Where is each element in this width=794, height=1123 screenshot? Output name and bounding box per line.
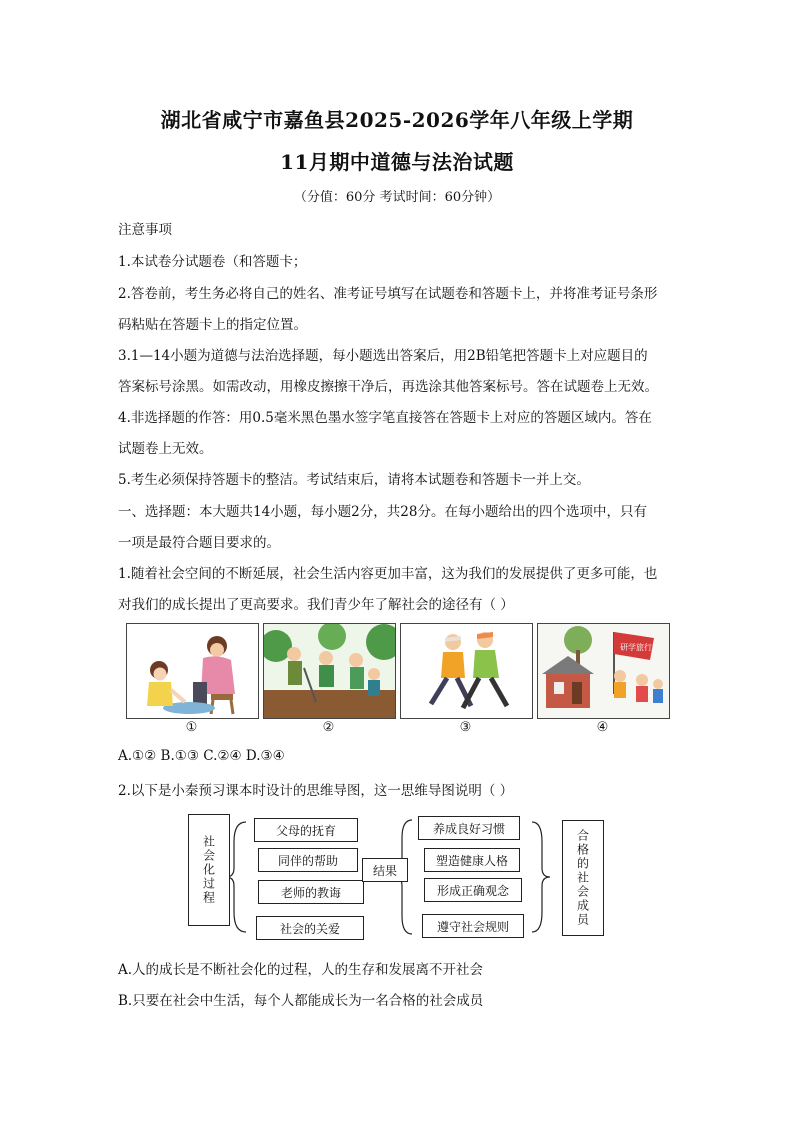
q2-option-b: B.只要在社会中生活，每个人都能成长为一名合格的社会成员	[118, 993, 484, 1009]
mind-map-result-1: 养成良好习惯	[418, 816, 520, 840]
q1-picture-strip	[126, 623, 670, 719]
exam-title-line1: 湖北省咸宁市嘉鱼县2025-2026学年八年级上学期	[160, 108, 634, 132]
q2-stem: 2.以下是小秦预习课本时设计的思维导图，这一思维导图说明（ ）	[118, 783, 514, 799]
notes-heading: 注意事项	[118, 222, 172, 238]
q1-picture-1	[126, 623, 259, 719]
notes-line-4: 3.1—14小题为道德与法治选择题，每小题选出答案后，用2B铅笔把答题卡上对应题目的	[118, 348, 648, 364]
q1-picture-label-3: ③	[459, 720, 472, 735]
q2-mind-map	[186, 812, 606, 942]
notes-line-8: 5.考生必须保持答题卡的整洁。考试结束后，请将本试题卷和答题卡一并上交。	[118, 472, 590, 488]
banner-text: 研学旅行	[620, 643, 652, 652]
notes-line-7: 试题卷上无效。	[118, 441, 213, 457]
notes-line-6: 4.非选择题的作答：用0.5毫米黑色墨水签字笔直接答在答题卡上对应的答题区域内。答在	[118, 410, 652, 426]
notes-line-3: 码粘贴在答题卡上的指定位置。	[118, 317, 307, 333]
notes-line-5: 答案标号涂黑。如需改动，用橡皮擦擦干净后，再选涂其他答案标号。答在试题卷上无效。	[118, 379, 658, 395]
q1-options: A.①② B.①③ C.②④ D.③④	[118, 748, 285, 764]
mind-map-source-3: 老师的教诲	[258, 880, 364, 904]
q1-picture-2	[263, 623, 396, 719]
q1-picture-label-1: ①	[185, 720, 198, 735]
q1-stem-line2: 对我们的成长提出了更高要求。我们青少年了解社会的途径有（ ）	[118, 597, 514, 613]
exam-subtitle: （分值：60分 考试时间：60分钟）	[293, 190, 501, 205]
mind-map-right-box: 合格的社会成员	[562, 820, 604, 936]
mind-map-result-label: 结果	[362, 858, 408, 882]
notes-line-1: 1.本试卷分试题卷（和答题卡；	[118, 254, 307, 270]
q1-picture-4	[537, 623, 670, 719]
mind-map-left-box: 社会化过程	[188, 814, 230, 926]
q1-stem-line1: 1.随着社会空间的不断延展，社会生活内容更加丰富，这为我们的发展提供了更多可能，也	[118, 566, 658, 582]
notes-line-2: 2.答卷前，考生务必将自己的姓名、准考证号填写在试题卷和答题卡上，并将准考证号条形	[118, 286, 658, 302]
mind-map-result-3: 形成正确观念	[424, 878, 522, 902]
q1-picture-label-4: ④	[596, 720, 609, 735]
section1-line1: 一、选择题：本大题共14小题，每小题2分，共28分。在每小题给出的四个选项中，只有	[118, 504, 647, 520]
q1-picture-3	[400, 623, 533, 719]
mind-map-result-4: 遵守社会规则	[422, 914, 524, 938]
q2-option-a: A.人的成长是不断社会化的过程，人的生存和发展离不开社会	[118, 962, 484, 978]
exam-title-line2: 11月期中道德与法治试题	[280, 150, 514, 174]
mind-map-source-4: 社会的关爱	[256, 916, 364, 940]
mind-map-result-2: 塑造健康人格	[424, 848, 520, 872]
mind-map-source-1: 父母的抚育	[254, 818, 358, 842]
q1-picture-label-2: ②	[322, 720, 335, 735]
section1-line2: 一项是最符合题目要求的。	[118, 535, 280, 551]
mind-map-source-2: 同伴的帮助	[258, 848, 358, 872]
